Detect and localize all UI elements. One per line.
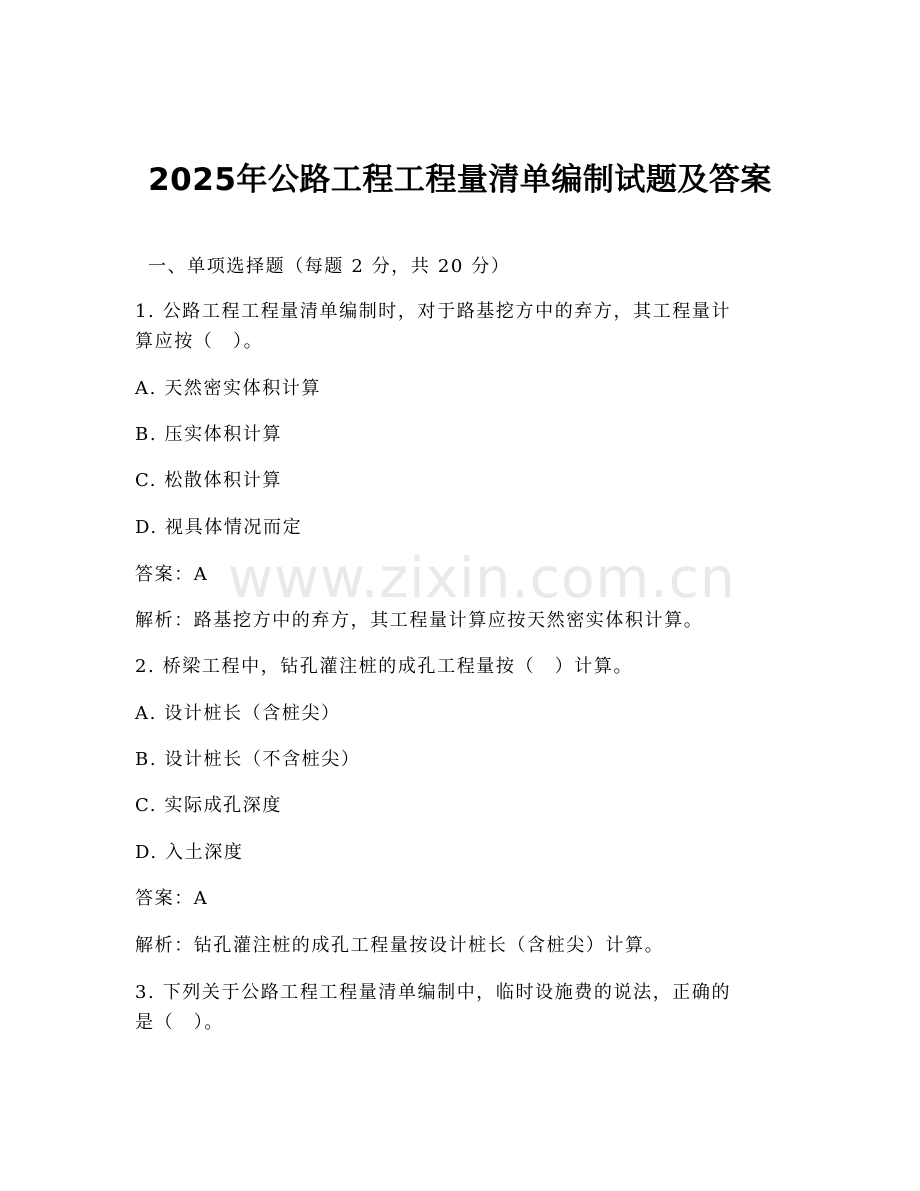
question-2-analysis: 解析：钻孔灌注桩的成孔工程量按设计桩长（含桩尖）计算。 xyxy=(135,935,665,956)
question-1-stem-line-1: 1. 公路工程工程量清单编制时，对于路基挖方中的弃方，其工程量计 xyxy=(135,301,732,322)
question-3-stem-line-2: 是（ ）。 xyxy=(135,1012,224,1033)
question-1-option-a: A. 天然密实体积计算 xyxy=(135,378,322,399)
question-1-answer: 答案：A xyxy=(135,564,209,585)
question-1-option-d: D. 视具体情况而定 xyxy=(135,517,303,538)
question-1-stem-line-2: 算应按（ ）。 xyxy=(135,331,264,352)
question-1-option-b: B. 压实体积计算 xyxy=(135,424,283,445)
question-2-stem-line-1: 2. 桥梁工程中，钻孔灌注桩的成孔工程量按（ ）计算。 xyxy=(135,656,634,677)
question-2-option-c: C. 实际成孔深度 xyxy=(135,795,282,816)
question-3-stem-line-1: 3. 下列关于公路工程工程量清单编制中，临时设施费的说法，正确的 xyxy=(135,982,732,1003)
question-1-option-c: C. 松散体积计算 xyxy=(135,470,282,491)
question-1-analysis: 解析：路基挖方中的弃方，其工程量计算应按天然密实体积计算。 xyxy=(135,610,704,631)
question-2-option-b: B. 设计桩长（不含桩尖） xyxy=(135,749,361,770)
section-heading: 一、单项选择题（每题 2 分，共 20 分） xyxy=(148,256,511,277)
document-title: 2025年公路工程工程量清单编制试题及答案 xyxy=(148,162,772,198)
watermark: www.zixin.com.cn xyxy=(228,546,736,610)
question-2-answer: 答案：A xyxy=(135,888,209,909)
question-2-option-d: D. 入土深度 xyxy=(135,842,244,863)
question-2-option-a: A. 设计桩长（含桩尖） xyxy=(135,703,341,724)
